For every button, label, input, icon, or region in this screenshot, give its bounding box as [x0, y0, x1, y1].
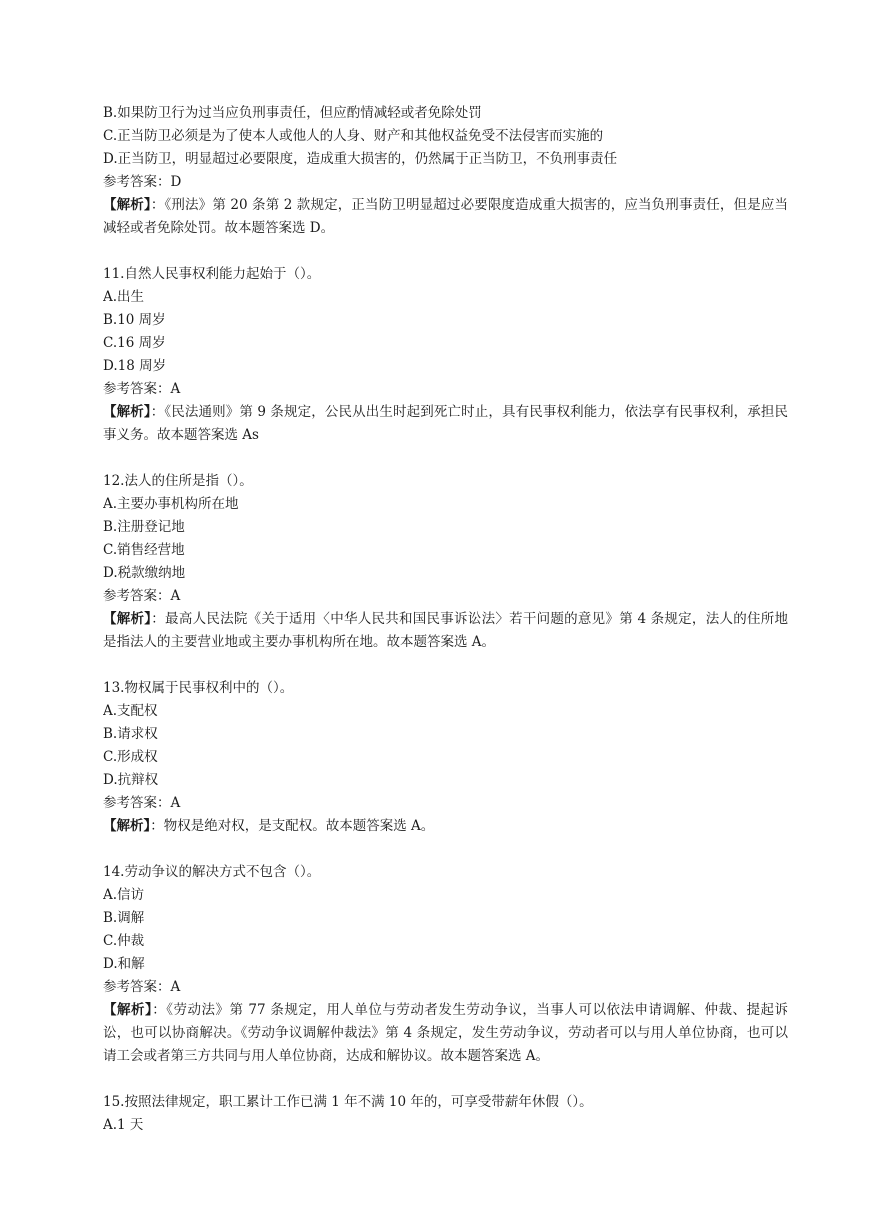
option-b: B.注册登记地 [103, 519, 185, 535]
reference-answer: 参考答案：A [103, 381, 181, 397]
analysis-text: ：最高人民法院《关于适用〈中华人民共和国民事诉讼法〉若干问题的意见》第 4 条规定，法人的住所地是指法人的主要营业地或主要办事机构所在地。故本题答案选 A。 [103, 611, 788, 650]
question-stem: 13.物权属于民事权利中的（）。 [103, 680, 294, 696]
option-b: B.请求权 [103, 726, 158, 742]
option-d: D.抗辩权 [103, 772, 159, 788]
option-d: D.税款缴纳地 [103, 565, 186, 581]
analysis-text: ：物权是绝对权，是支配权。故本题答案选 A。 [150, 818, 435, 834]
option-b: B.10 周岁 [103, 312, 166, 328]
analysis-text: ：《劳动法》第 77 条规定，用人单位与劳动者发生劳动争议，当事人可以依法申请调解、仲裁、提起诉讼，也可以协商解决。《劳动争议调解仲裁法》第 4 条规定，发生劳动争议，劳动者可以与用人单位协商，也可以请工会或者第三方共同与用人单位协商，达成和解协议。故本题答案选 A。 [103, 1002, 789, 1064]
question-10-tail [103, 102, 788, 240]
question-stem: 12.法人的住所是指（）。 [103, 473, 253, 489]
reference-answer: 参考答案：A [103, 979, 181, 995]
analysis-label: 【解析】 [103, 197, 151, 213]
reference-answer: 参考答案：A [103, 795, 181, 811]
question-15 [103, 1091, 788, 1137]
analysis-label: 【解析】 [103, 818, 151, 834]
option-b: B.如果防卫行为过当应负刑事责任，但应酌情减轻或者免除处罚 [103, 105, 482, 121]
analysis [103, 815, 788, 838]
analysis-text: ：《刑法》第 20 条第 2 款规定，正当防卫明显超过必要限度造成重大损害的，应当负刑事责任，但是应当减轻或者免除处罚。故本题答案选 D。 [103, 197, 788, 236]
option-d: D.和解 [103, 956, 145, 972]
question-12 [103, 470, 788, 654]
question-stem: 14.劳动争议的解决方式不包含（）。 [103, 864, 321, 880]
option-d: D.正当防卫，明显超过必要限度，造成重大损害的，仍然属于正当防卫，不负刑事责任 [103, 151, 618, 167]
question-11 [103, 263, 788, 447]
analysis [103, 999, 788, 1068]
option-c: C.销售经营地 [103, 542, 185, 558]
option-c: C.仲裁 [103, 933, 145, 949]
option-c: C.16 周岁 [103, 335, 166, 351]
question-13 [103, 677, 788, 838]
question-14 [103, 861, 788, 1068]
analysis-label: 【解析】 [103, 1002, 153, 1018]
option-a: A.信访 [103, 887, 145, 903]
option-d: D.18 周岁 [103, 358, 167, 374]
analysis-label: 【解析】 [103, 611, 152, 627]
option-b: B.调解 [103, 910, 145, 926]
question-stem: 11.自然人民事权利能力起始于（）。 [103, 266, 321, 282]
option-a: A.1 天 [103, 1117, 144, 1133]
analysis-text: ：《民法通则》第 9 条规定，公民从出生时起到死亡时止，具有民事权利能力，依法享有民事权利，承担民事义务。故本题答案选 As [103, 404, 789, 443]
analysis [103, 194, 788, 240]
option-a: A.出生 [103, 289, 145, 305]
question-stem: 15.按照法律规定，职工累计工作已满 1 年不满 10 年的，可享受带薪年休假（）。 [103, 1094, 593, 1110]
analysis [103, 608, 788, 654]
document-page [103, 102, 788, 1137]
analysis-label: 【解析】 [103, 404, 151, 420]
option-c: C.形成权 [103, 749, 158, 765]
reference-answer: 参考答案：A [103, 588, 181, 604]
option-a: A.支配权 [103, 703, 158, 719]
option-c: C.正当防卫必须是为了使本人或他人的人身、财产和其他权益免受不法侵害而实施的 [103, 128, 604, 144]
reference-answer: 参考答案：D [103, 174, 182, 190]
option-a: A.主要办事机构所在地 [103, 496, 239, 512]
analysis [103, 401, 788, 447]
